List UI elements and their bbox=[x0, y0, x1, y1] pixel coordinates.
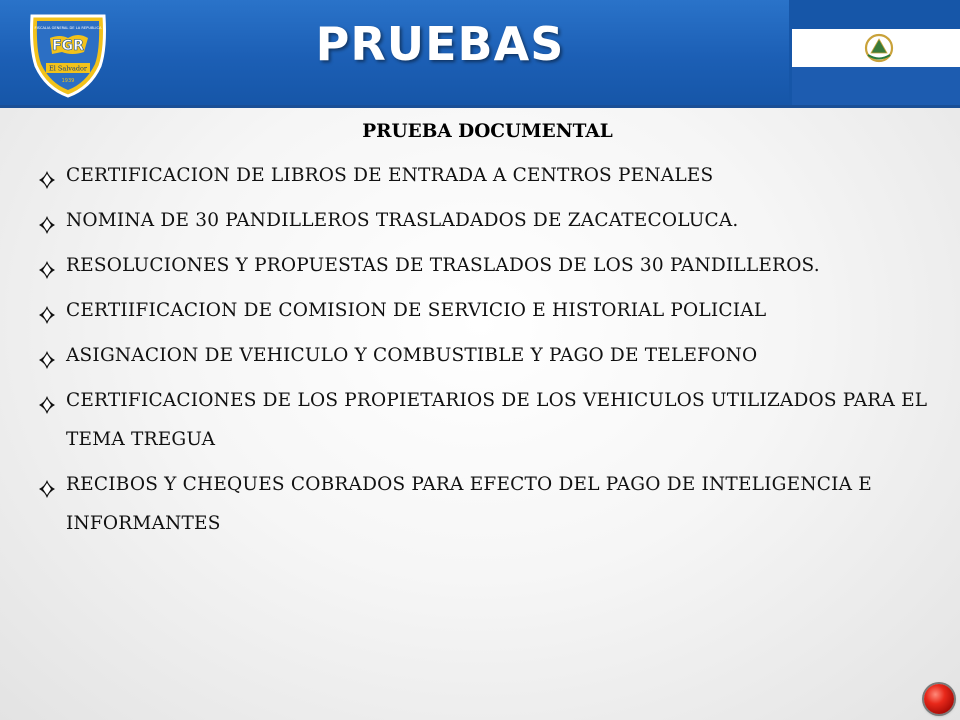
badge-acronym: FGR bbox=[52, 38, 84, 54]
section-subtitle: PRUEBA DOCUMENTAL bbox=[362, 121, 613, 142]
list-item-text: CERTIIFICACION DE COMISION DE SERVICIO E HISTORIAL POLICIAL bbox=[66, 300, 767, 321]
el-salvador-flag-icon bbox=[789, 0, 960, 105]
fgr-shield-badge-icon bbox=[22, 8, 114, 100]
badge-location: El Salvador bbox=[48, 64, 88, 73]
diamond-four-leaf-bullet-icon bbox=[34, 246, 66, 284]
list-item-text: RECIBOS Y CHEQUES COBRADOS PARA EFECTO DEL PAGO DE INTELIGENCIA E INFORMANTES bbox=[66, 474, 872, 534]
list-item-text: RESOLUCIONES Y PROPUESTAS DE TRASLADOS DE LOS 30 PANDILLEROS. bbox=[66, 255, 820, 276]
page-title: PRUEBAS bbox=[315, 17, 565, 71]
list-item bbox=[34, 336, 934, 375]
badge-top-text: FISCALIA GENERAL DE LA REPUBLICA bbox=[34, 26, 102, 30]
list-item bbox=[34, 291, 934, 330]
list-item bbox=[34, 465, 934, 543]
diamond-four-leaf-bullet-icon bbox=[34, 291, 66, 329]
diamond-four-leaf-bullet-icon bbox=[34, 201, 66, 239]
list-item-text: CERTIFICACION DE LIBROS DE ENTRADA A CENTROS PENALES bbox=[66, 165, 714, 186]
evidence-list bbox=[34, 156, 934, 549]
header-bar bbox=[0, 0, 960, 105]
list-item-text: ASIGNACION DE VEHICULO Y COMBUSTIBLE Y PAGO DE TELEFONO bbox=[66, 345, 758, 366]
list-item-text: NOMINA DE 30 PANDILLEROS TRASLADADOS DE ZACATECOLUCA. bbox=[66, 210, 739, 231]
red-round-button-icon[interactable] bbox=[924, 684, 954, 714]
list-item bbox=[34, 381, 934, 459]
diamond-four-leaf-bullet-icon bbox=[34, 381, 66, 419]
list-item bbox=[34, 201, 934, 240]
list-item-text: CERTIFICACIONES DE LOS PROPIETARIOS DE LOS VEHICULOS UTILIZADOS PARA EL TEMA TREGUA bbox=[66, 390, 928, 450]
header-divider bbox=[0, 105, 960, 108]
list-item bbox=[34, 246, 934, 285]
list-item bbox=[34, 156, 934, 195]
badge-year: 1939 bbox=[61, 78, 75, 84]
diamond-four-leaf-bullet-icon bbox=[34, 156, 66, 194]
diamond-four-leaf-bullet-icon bbox=[34, 336, 66, 374]
diamond-four-leaf-bullet-icon bbox=[34, 465, 66, 503]
